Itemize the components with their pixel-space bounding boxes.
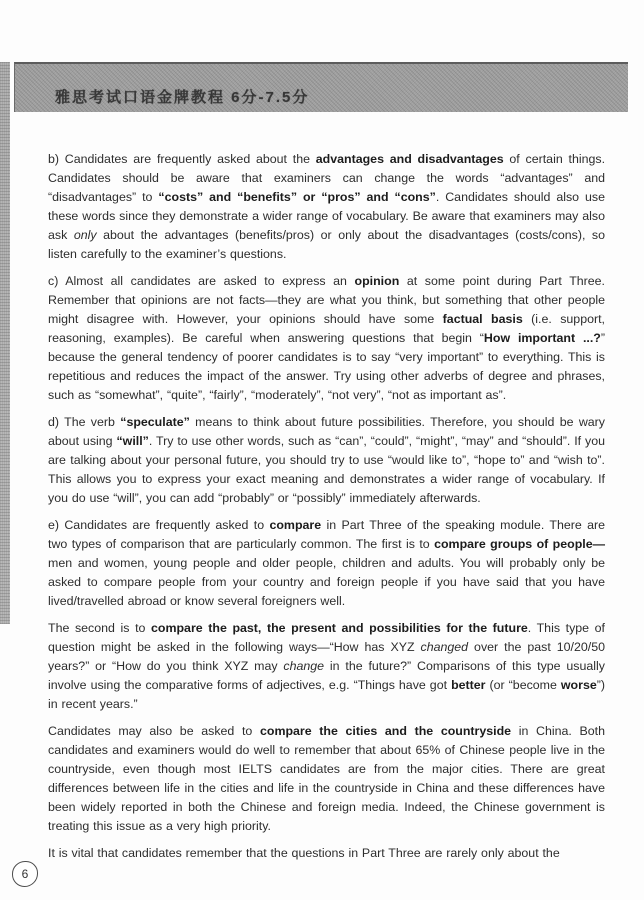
paragraph: It is vital that candidates remember that the questions in Part Three are rarely only about the	[48, 846, 560, 860]
paragraph: b) Candidates are frequently asked about the advantages and disadvantages of certain things. Candidates should be aware that examiners can change the words “advantages” and “disadvantages” to “costs” and “benefits” or “pros” and “cons”. Candidates should also use these words since they demonstrate a wider range of vocabulary. Be aware that examiners may also ask only about the advantages (benefits/pros) or only about the disadvantages (costs/cons), so listen carefully to the examiner’s questions.	[48, 152, 606, 261]
paragraph: Candidates may also be asked to compare the cities and the countryside in China. Both candidates and examiners would do well to remember that about 65% of Chinese people live in the countryside, even though most IELTS candidates are from the major cities. There are great differences between life in the cities and life in the countryside in China and these differences have been widely reported in both the Chinese and foreign media. Indeed, the Chinese government is treating this issue as a very high priority.	[48, 724, 605, 833]
paragraph: e) Candidates are frequently asked to compare in Part Three of the speaking module. There are two types of comparison that are particularly common. The first is to compare groups of people—men and women, young people and older people, children and adults. You will probably only be asked to compare people from your country and foreign people if you have said that you have lived/travelled abroad or know several foreigners well.	[48, 518, 605, 608]
chapter-header-banner	[14, 62, 628, 112]
paragraph: d) The verb “speculate” means to think about future possibilities. Therefore, you should be wary about using “will”. Try to use other words, such as “can”, “could”, “might”, “may” and “should”. If you are talking about your personal future, you should try to use “would like to”, “hope to” and “wish to”. This allows you to express your exact meaning and demonstrates a wider range of vocabulary. If you do use “will”, you can add “probably” or “possibly” immediately afterwards.	[48, 415, 606, 505]
page-number: 6	[21, 867, 29, 881]
page-body	[48, 150, 605, 871]
paragraph: The second is to compare the past, the present and possibilities for the future. This type of question might be asked in the following ways—“How has XYZ changed over the past 10/20/50 years?” or “How do you think XYZ may change in the future?” Comparisons of this type usually involve using the comparative forms of adjectives, e.g. “Things have got better (or “become worse”) in recent years.”	[48, 621, 605, 711]
chapter-header-title: 雅思考试口语金牌教程 6分-7.5分	[55, 89, 310, 106]
page-number-badge	[12, 861, 38, 887]
scan-binding-strip	[0, 62, 10, 624]
paragraph: c) Almost all candidates are asked to express an opinion at some point during Part Three. Remember that opinions are not facts—they are what you think, but something that other people might disagree with. However, your opinions should have some factual basis (i.e. support, reasoning, examples). Be careful when answering questions that begin “How important ...?” because the general tendency of poorer candidates is to say “very important” to everything. This is repetitious and reduces the impact of the answer. Try using other adverbs of degree and phrases, such as “somewhat”, “quite”, “fairly”, “moderately”, “not very”, “not as important as”.	[48, 274, 606, 402]
